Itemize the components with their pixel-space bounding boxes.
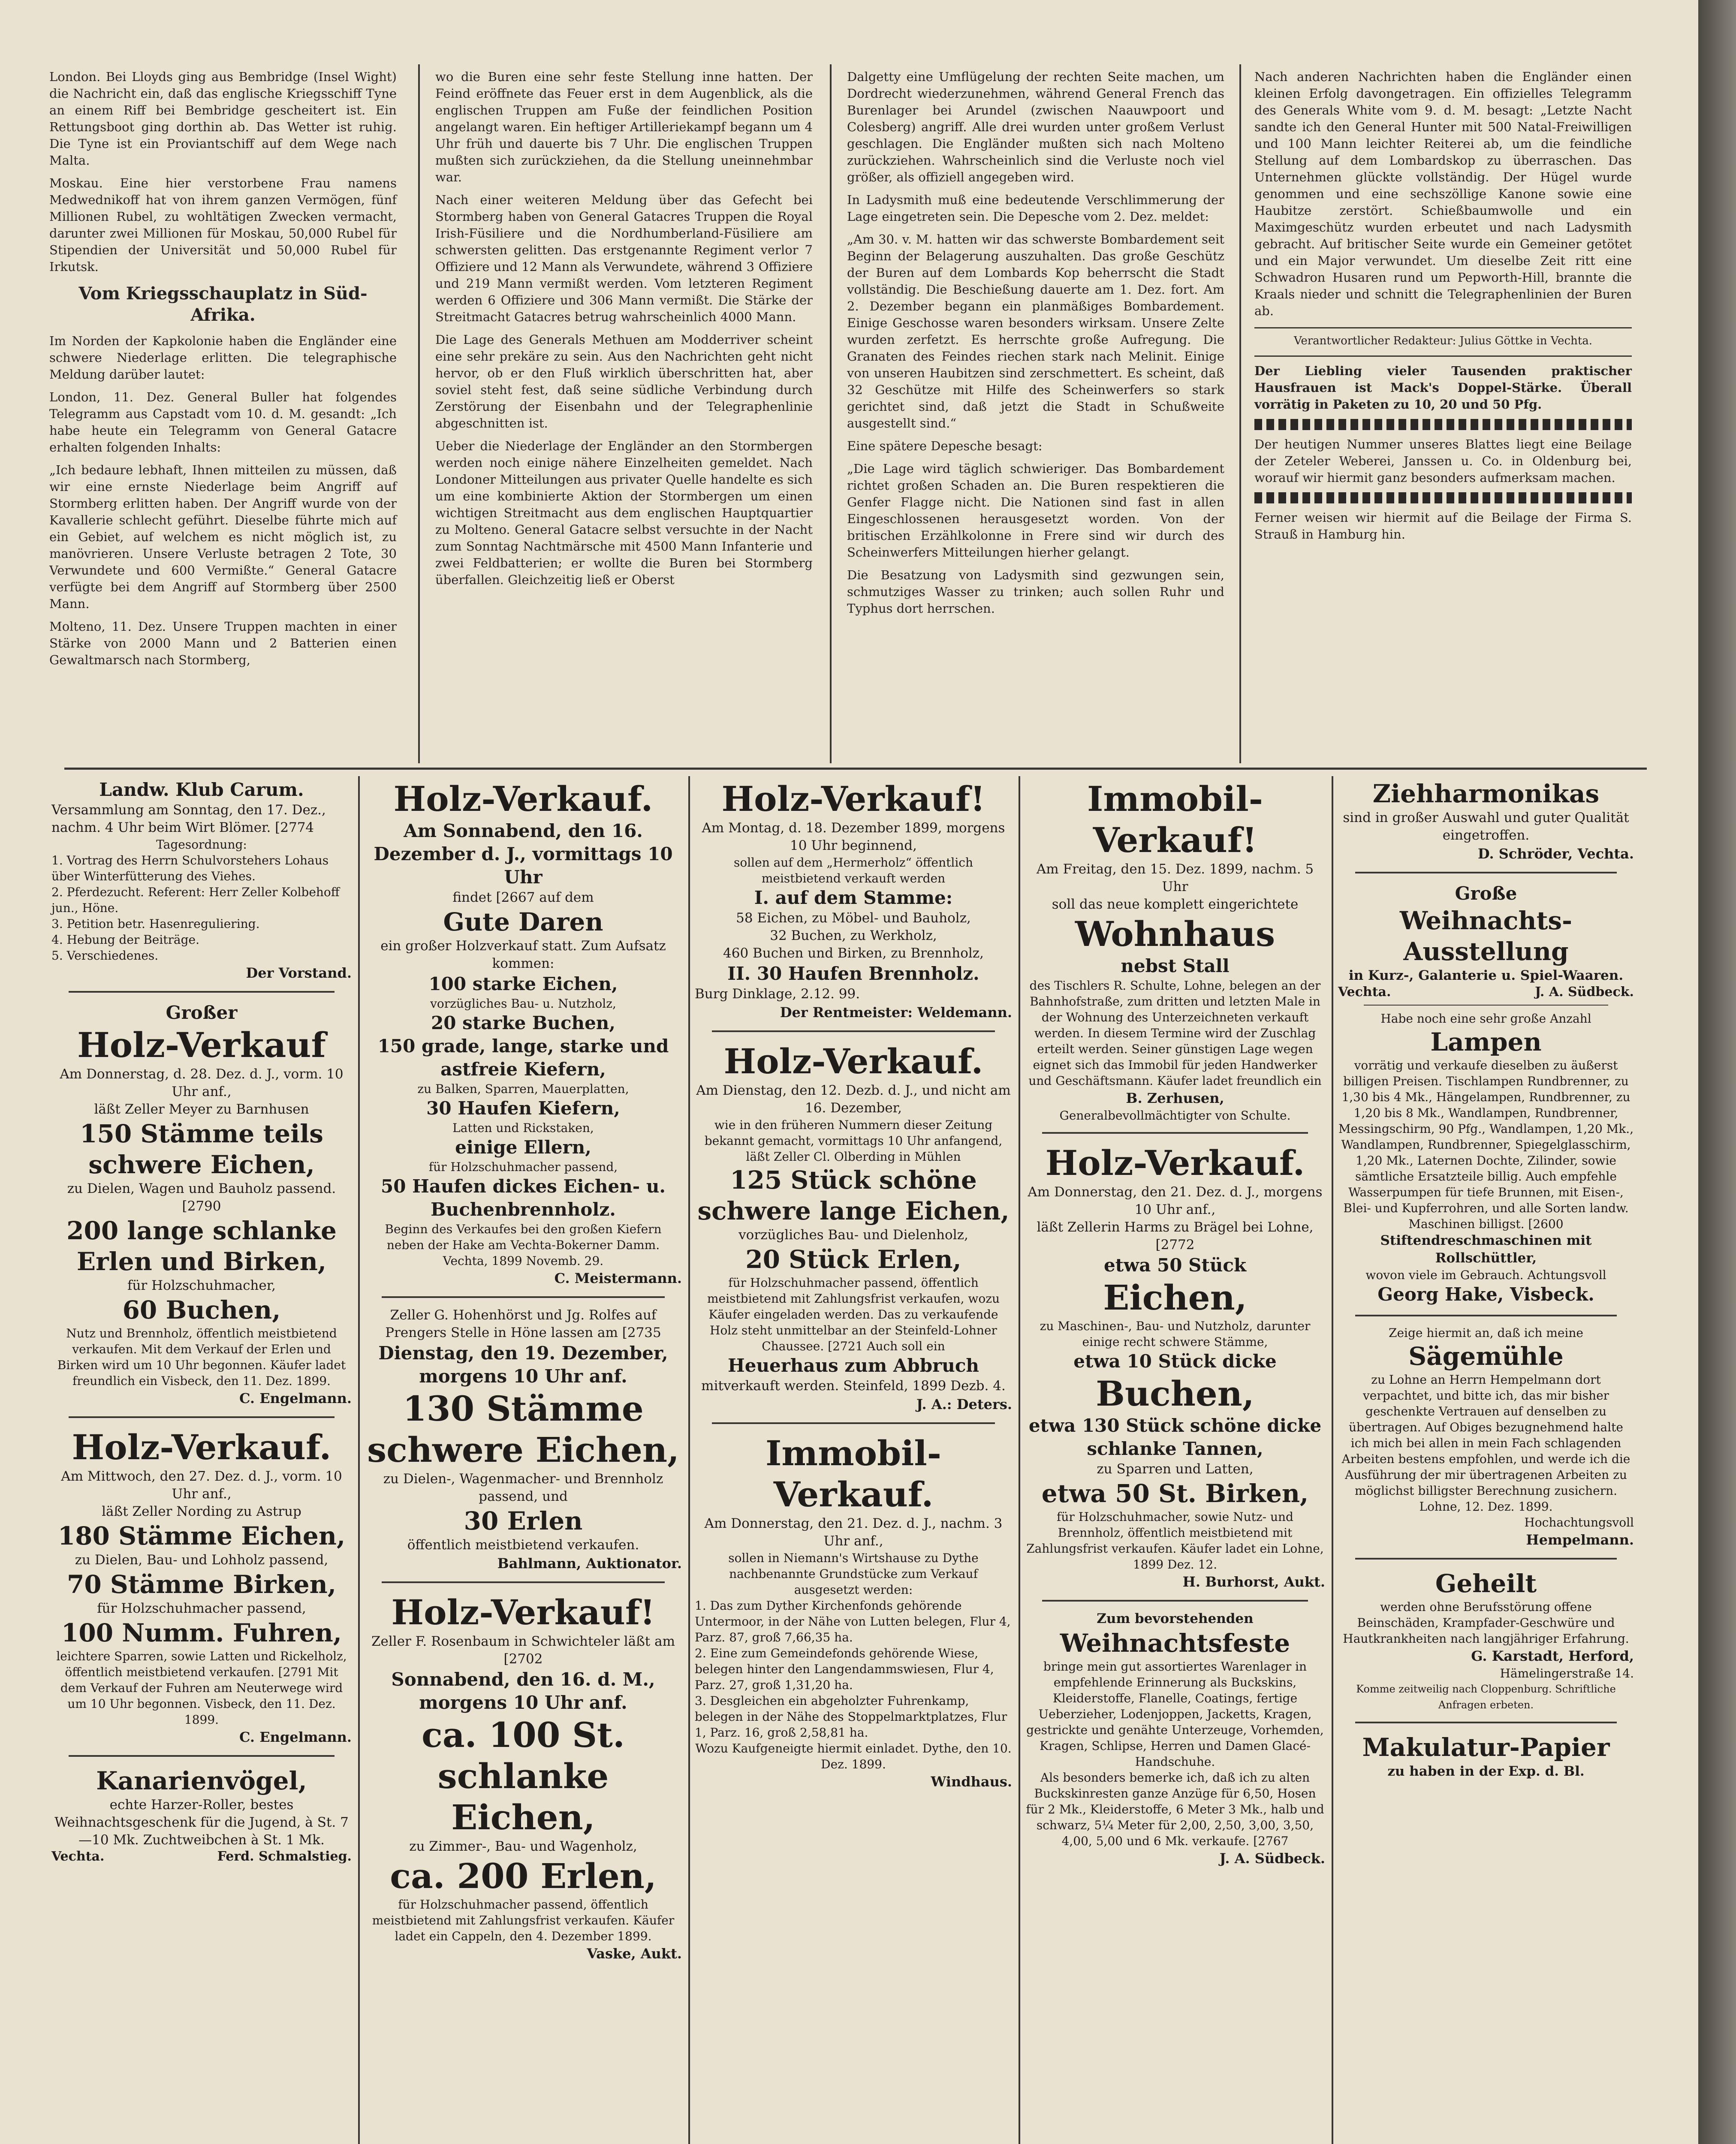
ad-highlight: 200 lange schlanke Erlen und Birken,: [66, 1216, 337, 1276]
ad-text: läßt Zeller Meyer zu Barnhusen: [94, 1102, 309, 1117]
column-rule: [688, 776, 690, 2144]
ad-signature: Der Rentmeister: Weldemann.: [780, 1004, 1012, 1021]
ad-highlight: 70 Stämme Birken,: [66, 1570, 337, 1599]
ad-footnote: Komme zeitweilig nach Cloppenburg. Schriftliche Anfragen erbeten.: [1356, 1683, 1616, 1711]
ad-highlight: 100 Numm. Fuhren,: [61, 1618, 342, 1647]
news-paragraph: wo die Buren eine sehr feste Stellung inne hatten. Der Feind eröffnete das Feuer erst in dem Augenblick, als die englischen Truppen am Fuße der feindlichen Position angelangt waren. Ein heftiger Artilleriekampf begann um 4 Uhr früh und dauerte bis 7 Uhr. Die englischen Truppen mußten sich zurückziehen, da die Stellung uneinnehmbar war.: [435, 69, 813, 184]
beilage-notice: Der heutigen Nummer unseres Blattes liegt eine Beilage der Zeteler Weberei, Janssen u. Co. in Oldenburg bei, worauf wir hiermit ganz besonders aufmerksam machen.: [1254, 437, 1632, 485]
ad-date: Am Montag, d. 18. Dezember 1899, morgens 10 Uhr beginnend,: [702, 820, 1005, 853]
ad-date: Am Mittwoch, den 27. Dez. d. J., vorm. 10 Uhr anf.,: [61, 1469, 342, 1502]
ad-signature: Ferd. Schmalstieg.: [217, 1849, 352, 1864]
agenda-item: 4. Hebung der Beiträge.: [51, 933, 200, 947]
ad-item: Latten und Rickstaken,: [452, 1121, 594, 1135]
ad-highlight: ca. 100 St. schlanke Eichen,: [422, 1715, 625, 1837]
news-paragraph: Die Besatzung von Ladysmith sind gezwungen sein, schmutziges Wasser zu trinken; auch sollen Ruhr und Typhus dort herrschen.: [847, 568, 1224, 616]
ad-date: Am Donnerstag, den 21. Dez. d. J., morgens 10 Uhr anf.,: [1028, 1184, 1323, 1217]
ad-title: Sägemühle: [1408, 1342, 1564, 1371]
ad-title: Makulatur-Papier: [1362, 1733, 1610, 1762]
strauss-notice: Ferner weisen wir hiermit auf die Beilage der Firma S. Strauß in Hamburg hin.: [1254, 510, 1632, 542]
ad-highlight: 130 Stämme schwere Eichen,: [367, 1388, 679, 1470]
news-paragraph: In Ladysmith muß eine bedeutende Verschlimmerung der Lage eingetreten sein. Die Depesche vom 2. Dez. meldet:: [847, 193, 1224, 224]
ad-text: für Holzschuhmacher passend,: [97, 1601, 306, 1616]
ad-text: findet [2667 auf dem: [452, 890, 594, 905]
ad-text: zu Maschinen-, Bau- und Nutzholz, darunter einige recht schwere Stämme,: [1040, 1319, 1311, 1349]
ad-highlight: Eichen,: [1103, 1277, 1247, 1318]
ad-date: Am Donnerstag, d. 28. Dez. d. J., vorm. 10 Uhr anf.,: [60, 1066, 344, 1099]
ad-text: werden ohne Berufsstörung offene Beinschäden, Krampfader-Geschwüre und Hautkrankheiten nach langjähriger Erfahrung.: [1343, 1600, 1629, 1646]
news-paragraph: „Die Lage wird täglich schwieriger. Das Bombardement richtet großen Schaden an. Die Buren respektieren die Genfer Flagge nicht. Die Nationen sind fast in allen Eingeschlossenen herausgesetzt worden. Von der britischen Erzählkolonne in Frere sind wir durch des Scheinwerfers Mitteilungen hierher gelangt.: [847, 461, 1224, 560]
news-column-3: [847, 69, 1224, 623]
ad-text: für Holzschuhmacher, sowie Nutz- und Brennholz, öffentlich meistbietend mit Zahlungsfrist verkaufen. Käufer ladet ein Lohne, 1899 Dez. 12.: [1026, 1510, 1324, 1572]
news-paragraph: Moskau. Eine hier verstorbene Frau namens Medwednikoff hat von ihrem ganzen Vermögen, fünf Millionen Rubel, zu wohltätigen Zwecken vermacht, darunter zwei Millionen für Moskau, 50,000 Rubel für Stipendien der Universität und 50,000 Rubel für Irkutsk.: [49, 176, 397, 274]
ad-title: Holz-Verkauf!: [391, 1592, 655, 1632]
ad-text: zu Sparren und Latten,: [1097, 1461, 1254, 1477]
ad-text: wie in den früheren Nummern dieser Zeitung bekannt gemacht, vormittags 10 Uhr anfangend, läßt Zeller Cl. Olberding in Mühlen: [704, 1118, 1003, 1164]
ad-column-a: [51, 778, 352, 1864]
ad-highlight: nebst Stall: [1121, 955, 1230, 976]
agenda-item: 2. Pferdezucht. Referent: Herr Zeller Kolbehoff jun., Höne.: [51, 885, 340, 915]
ad-title: Ausstellung: [1403, 937, 1569, 966]
ad-column-d: [1025, 778, 1325, 1868]
ad-title: Holz-Verkauf.: [723, 1041, 983, 1081]
ad-text: Wozu Kaufgeneigte hiermit einladet. Dythe, den 10. Dez. 1899.: [695, 1741, 1012, 1771]
ad-signature: B. Zerhusen,: [1126, 1090, 1224, 1106]
ad-title: Immobil-Verkauf!: [1087, 779, 1263, 860]
ad-column-e: [1338, 778, 1634, 1780]
ad-text: zu Dielen, Wagen und Bauholz passend. [2790: [67, 1181, 336, 1214]
ad-subhead: Zum bevorstehenden: [1097, 1611, 1254, 1626]
ad-title: Holz-Verkauf.: [393, 779, 653, 819]
ad-highlight: etwa 50 Stück: [1103, 1255, 1247, 1276]
agenda-item: 3. Petition betr. Hasenreguliering.: [51, 917, 260, 931]
ad-item: 20 starke Buchen,: [431, 1012, 615, 1033]
ad-date: Am Sonnabend, den 16. Dezember d. J., vormittags 10 Uhr: [374, 820, 673, 888]
ad-title: Holz-Verkauf!: [721, 779, 986, 819]
ad-text: leichtere Sparren, sowie Latten und Rickelholz, öffentlich meistbietend verkaufen. [2791 Mit dem Verkauf der Fuhren am Neuterwege wird um 10 Uhr begonnen. Visbeck, den 11. Dez. 1899.: [56, 1649, 347, 1727]
ad-date: Dienstag, den 19. Dezember, morgens 10 Uhr anf.: [378, 1343, 668, 1387]
ad-text: Burg Dinklage, 2.12. 99.: [695, 986, 860, 1002]
ad-address: Hämelingerstraße 14.: [1500, 1666, 1634, 1680]
news-paragraph: Nach einer weiteren Meldung über das Gefecht bei Stormberg haben von General Gatacres Truppen die Royal Irish-Füsiliere und die Nordhumberland-Füsiliere am schwersten gelitten. Das erstgenannte Regiment verlor 7 Offiziere und 12 Mann als Verwundete, während 3 Offiziere und 219 Mann vermißt werden. Vom letzteren Regiment werden 6 Offiziere und 306 Mann vermißt. Die Stärke der Streitmacht Gatacres betrug wahrscheinlich 4000 Mann.: [435, 193, 813, 324]
ad-title: Holz-Verkauf.: [72, 1427, 332, 1467]
ad-title: Immobil-Verkauf.: [766, 1433, 941, 1515]
ad-text: öffentlich meistbietend verkaufen.: [407, 1537, 639, 1553]
ad-date: Am Dienstag, den 12. Dezb. d. J., und nicht am 16. Dezember,: [696, 1083, 1011, 1116]
ad-item: 3. Desgleichen ein abgeholzter Fuhrenkamp, belegen in der Nähe des Stoppelmarktplatzes, Flur 1, Parz. 16, groß 2,58,81 ha.: [695, 1694, 1007, 1740]
column-rule: [1019, 776, 1020, 2144]
ad-pretitle: Große: [1455, 883, 1517, 904]
news-paragraph: London, 11. Dez. General Buller hat folgendes Telegramm aus Capstadt vom 10. d. M. gesandt: „Ich habe heute ein Telegramm von General Gatacre erhalten folgenden Inhalts:: [49, 390, 397, 455]
ad-text: ein großer Holzverkauf statt. Zum Aufsatz kommen:: [380, 938, 666, 971]
ad-signature: J. A.: Deters.: [916, 1396, 1012, 1412]
ad-text: bringe mein gut assortiertes Warenlager in empfehlende Erinnerung als Buckskins, Kleiderstoffe, Flanelle, Coatings, fertige Ueberzieher, Lodenjoppen, Jacketts, Kragen, gestrickte und genähte Unterzeuge, Vorhemden, Kragen, Schlipse, Herren und Damen Glacé-Handschuhe.: [1026, 1659, 1324, 1769]
ad-signature-sub: Generalbevollmächtigter von Schulte.: [1059, 1108, 1291, 1123]
ad-title: Weihnachts-: [1399, 906, 1573, 935]
ad-subhead: II. 30 Haufen Brennholz.: [727, 963, 980, 984]
starch-ad: Der Liebling vieler Tausenden praktischer Hausfrauen ist Mack's Doppel-Stärke. Überall vorrätig in Paketen zu 10, 20 und 50 Pfg.: [1254, 364, 1632, 412]
news-paragraph: Die Lage des Generals Methuen am Modderriver scheint eine sehr prekäre zu sein. Aus den Nachrichten geht nicht hervor, ob er den Fluß wirklich überschritten hat, aber soviel steht fest, daß seine südliche Verbindung durch Zerstörung der Eisenbahn und der Telegraphenlinie abgeschnitten ist.: [435, 332, 813, 431]
ad-highlight: 180 Stämme Eichen,: [57, 1521, 346, 1551]
ad-text: Beginn des Verkaufes bei den großen Kiefern neben der Hake am Vechta-Bokerner Damm. Vechta, 1899 Novemb. 29.: [385, 1222, 662, 1268]
ad-signature: H. Burhorst, Aukt.: [1182, 1574, 1325, 1590]
news-paragraph: Molteno, 11. Dez. Unsere Truppen machten in einer Stärke von 2000 Mann und 2 Batterien einen Gewaltmarsch nach Stormberg,: [49, 619, 397, 667]
ad-text: läßt Zeller Nording zu Astrup: [102, 1504, 301, 1519]
ad-highlight: etwa 130 Stück schöne dicke schlanke Tannen,: [1028, 1415, 1322, 1459]
news-paragraph: „Am 30. v. M. hatten wir das schwerste Bombardement seit Beginn der Belagerung auszuhalten. Das große Geschütz der Buren auf dem Lombards Kop beherrscht die Stadt vollständig. Die Beschießung dauerte am 1. Dez. fort. Am 2. Dezember begann ein planmäßiges Bombardement. Einige Geschosse waren besonders wirksam. Unsere Zelte wurden zerfetzt. Es herrschte große Aufregung. Die Granaten des Feindes riechen stark nach Melinit. Einige von unseren Haubitzen sind zerschmettert. Es scheint, daß 32 Geschütze mit Hilfe des Scheinwerfers so stark gerichtet sind, daß jetzt die Stadt in Schußweite ausgestellt sind.“: [847, 232, 1224, 431]
ad-place: Vechta.: [1338, 985, 1391, 1000]
section-rule: [64, 768, 1647, 770]
news-paragraph: Ueber die Niederlage der Engländer an den Stormbergen werden noch einige nähere Einzelheiten gemeldet. Nach Londoner Mitteilungen aus privater Quelle handelte es sich um eine kombinierte Aktion der Stormbergen um einen wichtigen Streitmacht aus dem englischen Hauptquartier zu Molteno. General Gatacre selbst versuchte in der Nacht zum Sonntag Nachtmärsche mit 4500 Mann Infanterie und zwei Feldbatterien; er wollte die Buren bei Stormberg überfallen. Gleichzeitig ließ er Oberst: [435, 439, 813, 587]
ad-text: zu haben in der Exp. d. Bl.: [1387, 1764, 1585, 1779]
ad-column-b: [365, 778, 682, 1963]
ad-greeting: Hochachtungsvoll: [1524, 1515, 1634, 1530]
ad-text: Zeller F. Rosenbaum in Schwichteler läßt am [2702: [371, 1634, 675, 1667]
ad-column-c: [695, 778, 1012, 1791]
ad-signature: C. Meistermann.: [554, 1270, 682, 1286]
ad-signature: Der Vorstand.: [246, 965, 352, 981]
ad-title: Weihnachtsfeste: [1060, 1629, 1290, 1658]
ad-text: läßt Zellerin Harms zu Brägel bei Lohne, [2772: [1037, 1220, 1314, 1253]
column-rule: [1239, 64, 1241, 763]
ad-signature: G. Karstadt, Herford,: [1471, 1648, 1634, 1664]
ad-date: Sonnabend, den 16. d. M., morgens 10 Uhr anf.: [391, 1669, 655, 1713]
news-paragraph: Im Norden der Kapkolonie haben die Engländer eine schwere Niederlage erlitten. Die telegraphische Meldung darüber lautet:: [49, 334, 397, 382]
ad-item: 50 Haufen dickes Eichen- u. Buchenbrennholz.: [381, 1176, 666, 1220]
news-paragraph: Dalgetty eine Umflügelung der rechten Seite machen, um Dordrecht wiederzunehmen, während General French das Burenlager bei Arundel (zwischen Naauwpoort und Colesberg) angriff. Alle drei wurden unter großem Verlust geschlagen. Die Engländer mußten sich nach Molteno zurückziehen. Wahrscheinlich sind die Verluste noch viel größer, als offiziell angegeben wird.: [847, 69, 1224, 184]
ad-signature: D. Schröder, Vechta.: [1477, 846, 1634, 862]
ad-text: vorrätig und verkaufe dieselben zu äußerst billigen Preisen. Tischlampen Rundbrenner, zu 1,30 bis 4 Mk., Hängelampen, Rundbrenner, zu 1,20 bis 8 Mk., Wandlampen, Rundbrenner, Messingschirm, 90 Pfg., Wandlampen, 1,20 Mk., Wandlampen, Rundbrenner, Spiegelglasschirm, 1,20 Mk., Laternen Dochte, Zilinder, sowie sämtliche Ersatzteile billig. Auch empfehle Wasserpumpen für tiefe Brunnen, mit Eisen-, Blei- und Kupferrohren, und alle Sorten landw. Maschinen billigst. [2600: [1338, 1058, 1634, 1231]
ad-subhead: I. auf dem Stamme:: [754, 887, 953, 908]
editor-line: Verantwortlicher Redakteur: Julius Göttke in Vechta.: [1293, 334, 1593, 347]
ad-text: Versammlung am Sonntag, den 17. Dez., nachm. 4 Uhr beim Wirt Blömer. [2774: [51, 802, 326, 835]
news-paragraph: London. Bei Lloyds ging aus Bembridge (Insel Wight) die Nachricht ein, daß das englische Kriegsschiff Tyne an einem Riff bei Bembridge gescheitert ist. Ein Rettungsboot ging dorthin ab. Das Wetter ist ruhig. Die Tyne ist ein Proviantschiff auf dem Wege nach Malta.: [49, 69, 397, 168]
ad-item: 460 Buchen und Birken, zu Brennholz,: [723, 946, 984, 961]
news-column-1: [49, 69, 397, 675]
ad-item: 32 Buchen, zu Werkholz,: [770, 928, 937, 943]
ad-text: Habe noch eine sehr große Anzahl: [1380, 1012, 1591, 1026]
ad-text: zu Zimmer-, Bau- und Wagenholz,: [409, 1839, 637, 1854]
news-paragraph: Eine spätere Depesche besagt:: [847, 439, 1043, 453]
ad-text: zu Dielen-, Wagenmacher- und Brennholz passend, und: [383, 1471, 663, 1504]
column-rule: [830, 64, 832, 763]
ad-text: des Tischlers R. Schulte, Lohne, belegen an der Bahnhofstraße, zum dritten und letzten Male in der Wohnung des Unterzeichneten verkauft werden. In diesem Termine wird der Zuschlag erteilt werden. Seiner günstigen Lage wegen eignet sich das Immobil für jeden Handwerker und Geschäftsmann. Käufer ladet freundlich ein: [1028, 979, 1322, 1088]
ad-item: 100 starke Eichen,: [428, 973, 618, 994]
ad-item: für Holzschuhmacher passend,: [428, 1160, 618, 1174]
column-rule: [418, 64, 420, 763]
ad-text: zu Dielen, Bau- und Lohholz passend,: [75, 1552, 329, 1568]
ad-highlight: 60 Buchen,: [122, 1295, 281, 1325]
ad-highlight: Heuerhaus zum Abbruch: [728, 1355, 979, 1376]
ad-title: Ziehharmonikas: [1372, 779, 1600, 808]
ad-item: 2. Eine zum Gemeindefonds gehörende Wiese, belegen hinter den Langendammswiesen, Flur 4, Parz. 27, groß 1,31,20 ha.: [695, 1646, 994, 1692]
ad-date: Lohne, 12. Dez. 1899.: [1419, 1500, 1553, 1514]
column-rule: [1332, 776, 1333, 2144]
news-column-4: [1254, 69, 1632, 549]
ad-highlight: 125 Stück schöne schwere lange Eichen,: [697, 1165, 1010, 1226]
ad-text: soll das neue komplett eingerichtete: [1052, 897, 1299, 912]
ad-item: 30 Haufen Kiefern,: [426, 1098, 620, 1119]
ad-title: Holz-Verkauf.: [1045, 1143, 1305, 1183]
ad-signature: C. Engelmann.: [239, 1390, 352, 1406]
ad-place: Gute Daren: [443, 907, 603, 936]
column-rule: [358, 776, 360, 2144]
ad-text: für Holzschuhmacher passend, öffentlich meistbietend mit Zahlungsfrist verkaufen, wozu Käufer eingeladen werden. Das zu verkaufende Holz steht unmittelbar an der Steinfeld-Lohner Chaussee. [2721 Auch soll ein: [707, 1276, 1000, 1353]
ad-text: für Holzschuhmacher passend, öffentlich meistbietend mit Zahlungsfrist verkaufen. Käufer ladet ein Cappeln, den 4. Dezember 1899.: [372, 1897, 675, 1943]
ad-highlight: etwa 10 Stück dicke: [1073, 1351, 1277, 1372]
agenda-item: 5. Verschiedenes.: [51, 949, 159, 963]
ad-text: für Holzschuhmacher,: [127, 1278, 276, 1293]
news-paragraph: „Ich bedaure lebhaft, Ihnen mitteilen zu müssen, daß wir eine ernste Niederlage beim Angriff auf Stormberg erlitten haben. Der Angriff wurde von der Kavallerie schlecht geführt. Dieselbe führte mich auf ein Gebiet, auf welchem es nicht möglich ist, zu manövrieren. Unsere Verluste betragen 2 Tote, 30 Verwundete und 600 Vermißte.“ General Gatacre verfügte bei dem Angriff auf Stormberg über 2500 Mann.: [49, 463, 397, 611]
ad-highlight: 150 Stämme teils schwere Eichen,: [80, 1119, 323, 1179]
ad-text: sind in großer Auswahl und guter Qualität eingetroffen.: [1343, 810, 1629, 843]
ad-highlight: Lampen: [1430, 1027, 1542, 1057]
ad-highlight: etwa 50 St. Birken,: [1041, 1479, 1309, 1508]
ad-item: 150 grade, lange, starke und astfreie Kiefern,: [377, 1036, 669, 1080]
ad-signature: C. Engelmann.: [239, 1729, 352, 1745]
ad-item: zu Balken, Sparren, Mauerplatten,: [417, 1082, 629, 1096]
ad-place: Vechta.: [51, 1849, 105, 1864]
ad-item: 58 Eichen, zu Möbel- und Bauholz,: [736, 910, 971, 926]
ad-title: Landw. Klub Carum.: [99, 779, 304, 800]
ad-signature: Windhaus.: [931, 1774, 1012, 1790]
ad-date: Am Freitag, den 15. Dez. 1899, nachm. 5 Uhr: [1036, 861, 1314, 894]
ad-highlight: ca. 200 Erlen,: [390, 1856, 657, 1896]
ad-text: sollen auf dem „Hermerholz“ öffentlich meistbietend verkauft werden: [733, 855, 973, 885]
ad-title: Kanarienvögel,: [96, 1766, 307, 1795]
ad-item: 1. Das zum Dyther Kirchenfonds gehörende Untermoor, in der Nähe von Lutten belegen, Flur 4, Parz. 87, groß 7,66,35 ha.: [695, 1599, 1011, 1644]
ad-highlight: Stiftendreschmaschinen mit Rollschüttler,: [1380, 1233, 1592, 1266]
ad-item: einige Ellern,: [455, 1137, 591, 1158]
ad-text: Als besonders bemerke ich, daß ich zu alten Buckskinresten ganze Anzüge für 6,50, Hosen für 2 Mk., Kleiderstoffe, 6 Meter 3 Mk., halb und schwarz, 5¼ Meter für 2,00, 2,50, 3,00, 3,50, 4,00, 5,00 und 6 Mk. verkaufe. [2767: [1026, 1771, 1324, 1848]
ornament-rule: [1254, 419, 1632, 430]
ad-text: Zeller G. Hohenhörst und Jg. Rolfes auf Prengers Stelle in Höne lassen am [2735: [385, 1307, 661, 1340]
ad-signature: Hempelmann.: [1526, 1532, 1634, 1548]
ad-highlight: Wohnhaus: [1075, 914, 1275, 954]
ad-signature: J. A. Südbeck.: [1219, 1850, 1325, 1867]
ad-text: Tagesordnung:: [156, 837, 247, 852]
ad-text: wovon viele im Gebrauch. Achtungsvoll: [1365, 1268, 1606, 1282]
ad-text: echte Harzer-Roller, bestes Weihnachtsgeschenk für die Jugend, à St. 7—10 Mk. Zuchtweibchen à St. 1 Mk.: [54, 1797, 349, 1848]
ad-highlight: Buchen,: [1096, 1373, 1254, 1414]
ad-highlight: 20 Stück Erlen,: [745, 1245, 961, 1274]
ad-date: Am Donnerstag, den 21. Dez. d. J., nachm. 3 Uhr anf.,: [704, 1516, 1003, 1549]
ornament-rule: [1254, 492, 1632, 503]
ad-title: Geheilt: [1435, 1569, 1537, 1598]
ad-signature: Bahlmann, Auktionator.: [497, 1555, 682, 1572]
ad-text: sollen in Niemann's Wirtshause zu Dythe nachbenannte Grundstücke zum Verkauf ausgesetzt werden:: [728, 1551, 979, 1597]
ad-item: vorzügliches Bau- u. Nutzholz,: [430, 997, 616, 1011]
news-paragraph: Nach anderen Nachrichten haben die Engländer einen kleinen Erfolg davongetragen. Ein offizielles Telegramm des Generals White vom 9. d. M. besagt: „Letzte Nacht sandte ich den General Hunter mit 500 Natal-Freiwilligen und 100 Mann leichter Reiterei ab, um die feindliche Stellung auf dem Lombardskop zu überraschen. Das Unternehmen glückte vollständig. Der Hügel wurde genommen und eine sechszöllige Kanone sowie eine Haubitze zerstört. Schießbaumwolle und ein Maximgeschütz wurden erbeutet und nach Ladysmith gebracht. Auf britischer Seite wurde ein Gemeiner getötet und ein Major verwundet. Um dieselbe Zeit ritt eine Schwadron Husaren rund um Pepworth-Hill, brannte die Kraals nieder und schnitt die Telegraphenlinien der Buren ab.: [1254, 69, 1632, 318]
ad-text: mitverkauft werden. Steinfeld, 1899 Dezb. 4.: [701, 1378, 1006, 1394]
ad-signature: Georg Hake, Visbeck.: [1377, 1284, 1594, 1305]
news-heading: Vom Kriegsschauplatz in Süd-Afrika.: [78, 283, 368, 325]
ad-text: Zeige hiermit an, daß ich meine: [1389, 1326, 1583, 1340]
ad-signature: J. A. Südbeck.: [1535, 985, 1634, 1000]
agenda-item: 1. Vortrag des Herrn Schulvorstehers Lohaus über Winterfütterung des Viehes.: [51, 853, 329, 883]
ad-subtitle: in Kurz-, Galanterie u. Spiel-Waaren.: [1348, 968, 1624, 983]
scan-edge: [1698, 0, 1736, 2144]
ad-title: Holz-Verkauf: [77, 1025, 326, 1065]
ad-text: Nutz und Brennholz, öffentlich meistbietend verkaufen. Mit dem Verkauf der Erlen und Birken wird um 10 Uhr begonnen. Käufer ladet freundlich ein Visbeck, den 11. Dez. 1899.: [57, 1326, 346, 1388]
ad-text: zu Lohne an Herrn Hempelmann dort verpachtet, und bitte ich, das mir bisher geschenkte Vertrauen auf denselben zu übertragen. Auf Obiges bezugnehmend halte ich mich bei allen in mein Fach schlagenden Arbeiten bestens empfohlen, und werde ich die Ausführung der mir übertragenen Arbeiten zu möglichst billigster Berechnung zusichern.: [1341, 1373, 1631, 1498]
ad-pretitle: Großer: [166, 1002, 238, 1023]
ad-highlight: 30 Erlen: [464, 1506, 583, 1536]
news-column-2: [435, 69, 813, 594]
ad-signature: Vaske, Aukt.: [587, 1945, 682, 1962]
ad-text: vorzügliches Bau- und Dielenholz,: [738, 1227, 968, 1243]
